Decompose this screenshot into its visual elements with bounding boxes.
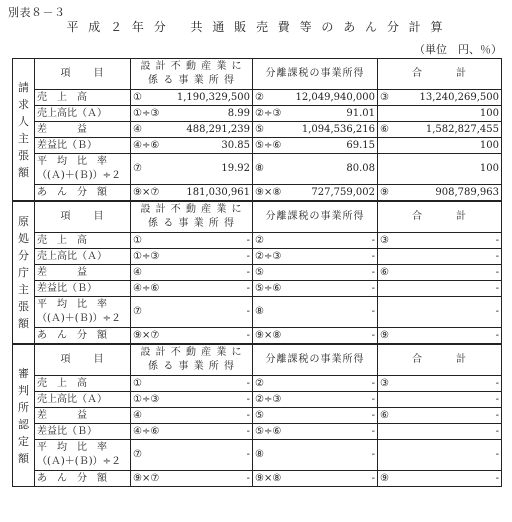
side-char: 主 (18, 283, 29, 296)
cell-value: - (246, 306, 250, 317)
row-item-label: あ ん 分 額 (35, 471, 131, 487)
value-cell-content (255, 409, 375, 423)
value-cell (131, 297, 253, 328)
value-cell (253, 440, 378, 471)
cell-label: ⑤ (255, 123, 264, 135)
value-cell (131, 106, 253, 122)
row-item-label: あ ん 分 額 (35, 328, 131, 345)
table-row (13, 249, 502, 265)
header-total: 合 計 (378, 344, 502, 376)
cell-label: ⑤÷⑥ (255, 425, 282, 437)
value-cell (253, 249, 378, 265)
side-char: 請 (18, 80, 29, 94)
cell-label: ⑨×⑦ (133, 329, 160, 341)
row-item-label: 差益比（Ｂ） (35, 424, 131, 440)
cell-value: - (246, 449, 250, 460)
cell-label: ⑨×⑧ (255, 472, 282, 484)
cell-value: - (495, 329, 499, 341)
cell-value: - (495, 409, 499, 421)
header-item: 項 目 (35, 344, 131, 376)
value-cell-content (380, 107, 499, 121)
table-row (13, 233, 502, 249)
header-item: 項 目 (35, 59, 131, 90)
value-cell-content (255, 250, 375, 264)
value-cell (253, 122, 378, 138)
value-cell-content (380, 234, 499, 248)
row-item-label: 差 益 (35, 408, 131, 424)
cell-value: - (371, 377, 375, 389)
cell-value: - (371, 472, 375, 484)
value-cell (378, 408, 502, 424)
cell-value: - (371, 425, 375, 437)
table-row (13, 265, 502, 281)
value-cell-content (255, 425, 375, 439)
cell-label: ⑦ (133, 449, 142, 460)
header-separate-tax: 分離課税の事業所得 (253, 201, 378, 233)
value-cell (378, 424, 502, 440)
side-char: 所 (18, 400, 29, 414)
table-row (13, 376, 502, 392)
value-cell (253, 265, 378, 281)
cell-label: ⑨ (380, 472, 389, 484)
cell-value: 13,240,269,500 (419, 91, 499, 103)
value-cell (378, 440, 502, 471)
cell-value: 1,582,827,455 (425, 123, 499, 135)
cell-label: ①÷③ (133, 250, 160, 262)
cell-value: - (495, 393, 499, 405)
cell-label: ② (255, 234, 264, 246)
cell-value: - (246, 409, 250, 421)
cell-value: - (371, 234, 375, 246)
cell-value: - (371, 449, 375, 460)
value-cell (253, 90, 378, 106)
value-cell (378, 154, 502, 185)
value-cell (131, 265, 253, 281)
value-cell (378, 471, 502, 487)
cell-label: ③ (380, 91, 389, 103)
header-row (13, 344, 502, 376)
side-char: 求 (18, 97, 29, 111)
value-cell (378, 106, 502, 122)
cell-value: - (371, 250, 375, 262)
cell-value: 908,789,963 (435, 186, 499, 198)
cell-label: ⑥ (380, 266, 389, 278)
value-cell-content (380, 393, 499, 407)
unit-label: （単位 円、％） (414, 43, 502, 56)
cell-value: 30.85 (221, 139, 250, 151)
cell-value: - (495, 266, 499, 278)
cell-value: 100 (479, 139, 499, 151)
cell-value: - (371, 409, 375, 421)
value-cell-content (133, 266, 250, 280)
cell-label: ⑨×⑦ (133, 186, 160, 198)
table-row (13, 122, 502, 138)
value-cell-content (255, 329, 375, 343)
row-item-label: 売 上 高 (35, 376, 131, 392)
cell-label: ⑧ (255, 449, 264, 460)
header-design-real-estate: 設 計 不 動 産 業 に 係 る 事 業 所 得 (131, 201, 253, 233)
value-cell (378, 297, 502, 328)
value-cell-content (133, 162, 250, 176)
value-cell (378, 281, 502, 297)
cell-label: ④÷⑥ (133, 139, 160, 151)
header-item: 項 目 (35, 201, 131, 233)
value-cell (253, 138, 378, 154)
value-cell (378, 138, 502, 154)
cell-value: - (495, 250, 499, 262)
cell-label: ⑥ (380, 123, 389, 135)
value-cell (378, 185, 502, 202)
side-char: 原 (18, 215, 29, 228)
cell-value: - (495, 377, 499, 389)
value-cell (131, 281, 253, 297)
cell-label: ⑧ (255, 163, 264, 174)
cell-value: 91.01 (346, 107, 375, 119)
cell-value: - (371, 393, 375, 405)
value-cell (253, 471, 378, 487)
value-cell-content (380, 305, 499, 319)
cell-label: ⑦ (133, 163, 142, 174)
cell-label: ③ (380, 377, 389, 389)
cell-value: - (246, 266, 250, 278)
row-item-label: 平 均 比 率 （(Ａ)＋(Ｂ)）÷２ (35, 154, 131, 185)
side-char: 分 (18, 249, 29, 262)
side-char: 主 (18, 131, 29, 145)
value-cell-content (380, 266, 499, 280)
table-row (13, 154, 502, 185)
value-cell (131, 376, 253, 392)
value-cell-content (133, 91, 250, 105)
value-cell-content (255, 393, 375, 407)
value-cell-content (255, 123, 375, 137)
cell-label: ⑦ (133, 306, 142, 317)
value-cell-content (133, 329, 250, 343)
value-cell (131, 154, 253, 185)
cell-label: ①÷③ (133, 393, 160, 405)
side-char: 認 (18, 417, 29, 431)
row-item-label: 売上高比（Ａ） (35, 249, 131, 265)
value-cell-content (133, 472, 250, 486)
value-cell (131, 440, 253, 471)
header-total: 合 計 (378, 201, 502, 233)
header-row (13, 201, 502, 233)
cell-label: ④÷⑥ (133, 282, 160, 294)
row-item-label: 売 上 高 (35, 90, 131, 106)
cell-value: - (246, 282, 250, 294)
cell-value: - (246, 329, 250, 341)
cell-value: - (371, 306, 375, 317)
side-char: 審 (18, 366, 29, 380)
allocation-table (12, 58, 502, 487)
cell-label: ⑨ (380, 329, 389, 341)
side-char: 判 (18, 383, 29, 397)
value-cell-content (380, 448, 499, 462)
cell-label: ⑥ (380, 409, 389, 421)
header-design-real-estate: 設 計 不 動 産 業 に 係 る 事 業 所 得 (131, 59, 253, 90)
value-cell (253, 106, 378, 122)
value-cell (131, 328, 253, 345)
value-cell-content (255, 282, 375, 296)
side-char: 額 (18, 165, 29, 179)
cell-label: ⑨×⑧ (255, 329, 282, 341)
value-cell-content (133, 234, 250, 248)
cell-label: ⑤÷⑥ (255, 282, 282, 294)
cell-value: - (371, 266, 375, 278)
side-char: 額 (18, 451, 29, 465)
value-cell (378, 249, 502, 265)
cell-label: ②÷③ (255, 107, 282, 119)
value-cell (253, 281, 378, 297)
row-item-label: 売 上 高 (35, 233, 131, 249)
value-cell-content (380, 91, 499, 105)
side-char: 定 (18, 434, 29, 448)
header-row (13, 59, 502, 90)
cell-label: ④ (133, 409, 142, 421)
side-char: 人 (18, 114, 29, 128)
side-char: 額 (18, 317, 29, 330)
row-item-label: 差 益 (35, 265, 131, 281)
cell-label: ④÷⑥ (133, 425, 160, 437)
table-row (13, 185, 502, 202)
value-cell-content (255, 266, 375, 280)
cell-value: - (495, 472, 499, 484)
cell-label: ⑤ (255, 409, 264, 421)
table-row (13, 392, 502, 408)
cell-label: ① (133, 377, 142, 389)
value-cell (131, 392, 253, 408)
cell-label: ②÷③ (255, 250, 282, 262)
cell-value: - (495, 234, 499, 246)
value-cell-content (255, 91, 375, 105)
value-cell (253, 328, 378, 345)
table-row (13, 106, 502, 122)
table-row (13, 138, 502, 154)
header-design-real-estate: 設 計 不 動 産 業 に 係 る 事 業 所 得 (131, 344, 253, 376)
value-cell-content (255, 186, 375, 200)
value-cell (378, 122, 502, 138)
row-item-label: 差 益 (35, 122, 131, 138)
value-cell-content (133, 123, 250, 137)
section-side-label (13, 344, 35, 487)
side-char: 張 (18, 148, 29, 162)
value-cell-content (133, 305, 250, 319)
cell-label: ③ (380, 234, 389, 246)
table-row (13, 297, 502, 328)
cell-label: ⑨ (380, 186, 389, 198)
value-cell-content (380, 139, 499, 153)
value-cell (378, 392, 502, 408)
side-char: 処 (18, 232, 29, 245)
cell-value: 80.08 (346, 163, 375, 174)
value-cell-content (133, 377, 250, 391)
cell-label: ⑨×⑧ (255, 186, 282, 198)
value-cell-content (255, 377, 375, 391)
cell-value: - (246, 377, 250, 389)
cell-label: ① (133, 234, 142, 246)
cell-label: ④ (133, 266, 142, 278)
cell-label: ② (255, 91, 264, 103)
cell-label: ⑤ (255, 266, 264, 278)
cell-value: - (246, 472, 250, 484)
value-cell (253, 392, 378, 408)
value-cell (131, 122, 253, 138)
cell-value: 1,190,329,500 (176, 91, 250, 103)
cell-value: 727,759,002 (311, 186, 375, 198)
cell-label: ⑨×⑦ (133, 472, 160, 484)
value-cell-content (255, 107, 375, 121)
table-row (13, 281, 502, 297)
value-cell (253, 424, 378, 440)
value-cell (131, 138, 253, 154)
value-cell-content (133, 448, 250, 462)
header-total: 合 計 (378, 59, 502, 90)
cell-value: - (371, 282, 375, 294)
value-cell (253, 233, 378, 249)
value-cell (378, 233, 502, 249)
page-title: 平 成 ２ 年 分 共 通 販 売 費 等 の あ ん 分 計 算 (66, 20, 446, 34)
value-cell (131, 90, 253, 106)
value-cell-content (380, 186, 499, 200)
value-cell (378, 328, 502, 345)
cell-label: ④ (133, 123, 142, 135)
value-cell (378, 90, 502, 106)
cell-value: 181,030,961 (186, 186, 250, 198)
value-cell (253, 185, 378, 202)
value-cell (253, 154, 378, 185)
value-cell (131, 471, 253, 487)
value-cell-content (380, 425, 499, 439)
value-cell-content (255, 305, 375, 319)
row-item-label: 差益比（Ｂ） (35, 138, 131, 154)
value-cell (131, 233, 253, 249)
value-cell (378, 376, 502, 392)
cell-value: 1,094,536,216 (301, 123, 375, 135)
value-cell (253, 297, 378, 328)
value-cell-content (133, 409, 250, 423)
cell-value: 8.99 (227, 107, 250, 119)
table-number-label: 別表８－３ (8, 6, 66, 19)
value-cell-content (133, 139, 250, 153)
cell-value: 100 (479, 163, 499, 174)
cell-value: - (495, 425, 499, 437)
value-cell-content (255, 472, 375, 486)
section-side-label (13, 201, 35, 344)
header-separate-tax: 分離課税の事業所得 (253, 59, 378, 90)
side-char: 庁 (18, 266, 29, 279)
cell-value: 488,291,239 (186, 123, 250, 135)
cell-value: - (246, 425, 250, 437)
value-cell-content (255, 139, 375, 153)
row-item-label: 平 均 比 率 （(Ａ)＋(Ｂ)）÷２ (35, 297, 131, 328)
cell-value: - (495, 282, 499, 294)
value-cell-content (380, 162, 499, 176)
cell-label: ⑧ (255, 306, 264, 317)
cell-value: - (246, 250, 250, 262)
table-row (13, 471, 502, 487)
value-cell (131, 424, 253, 440)
cell-value: 100 (479, 107, 499, 119)
cell-label: ① (133, 91, 142, 103)
cell-value: - (371, 329, 375, 341)
value-cell-content (255, 234, 375, 248)
value-cell (131, 249, 253, 265)
section-side-label (13, 59, 35, 202)
value-cell-content (133, 282, 250, 296)
value-cell-content (380, 409, 499, 423)
value-cell-content (255, 162, 375, 176)
cell-value: - (246, 234, 250, 246)
value-cell (378, 265, 502, 281)
value-cell-content (380, 282, 499, 296)
value-cell (131, 408, 253, 424)
value-cell-content (380, 472, 499, 486)
table-row (13, 424, 502, 440)
value-cell (253, 408, 378, 424)
header-separate-tax: 分離課税の事業所得 (253, 344, 378, 376)
cell-value: 69.15 (346, 139, 375, 151)
cell-value: - (495, 449, 499, 460)
value-cell-content (133, 393, 250, 407)
table-row (13, 90, 502, 106)
cell-label: ② (255, 377, 264, 389)
value-cell-content (133, 425, 250, 439)
row-item-label: 平 均 比 率 （(Ａ)＋(Ｂ)）÷２ (35, 440, 131, 471)
cell-label: ⑤÷⑥ (255, 139, 282, 151)
cell-value: 12,049,940,000 (295, 91, 375, 103)
row-item-label: あ ん 分 額 (35, 185, 131, 202)
table-row (13, 440, 502, 471)
side-char: 張 (18, 300, 29, 313)
row-item-label: 差益比（Ｂ） (35, 281, 131, 297)
value-cell-content (380, 329, 499, 343)
cell-value: - (246, 393, 250, 405)
value-cell-content (133, 107, 250, 121)
table-row (13, 328, 502, 345)
table-row (13, 408, 502, 424)
cell-label: ②÷③ (255, 393, 282, 405)
row-item-label: 売上高比（Ａ） (35, 392, 131, 408)
value-cell (253, 376, 378, 392)
value-cell-content (380, 377, 499, 391)
value-cell (131, 185, 253, 202)
value-cell-content (380, 123, 499, 137)
value-cell-content (255, 448, 375, 462)
value-cell-content (133, 250, 250, 264)
cell-label: ①÷③ (133, 107, 160, 119)
value-cell-content (133, 186, 250, 200)
value-cell-content (380, 250, 499, 264)
row-item-label: 売上高比（Ａ） (35, 106, 131, 122)
cell-value: - (495, 306, 499, 317)
cell-value: 19.92 (221, 163, 250, 174)
